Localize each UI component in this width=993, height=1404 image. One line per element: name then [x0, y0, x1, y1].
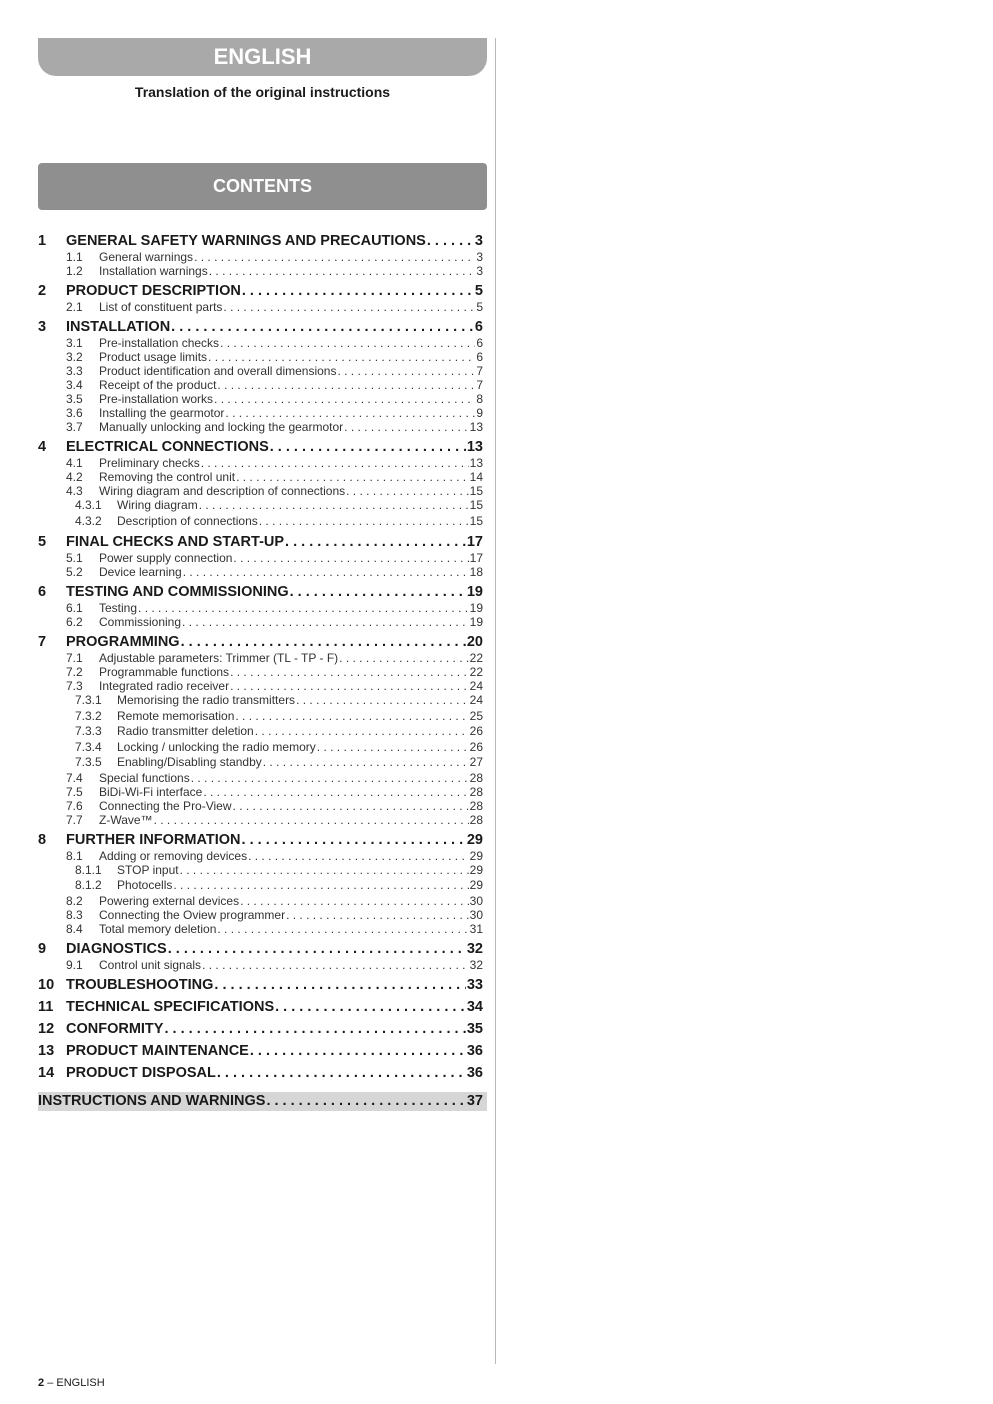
- toc-subsection[interactable]: [38, 392, 483, 406]
- toc-entry-title: Power supply connection: [99, 551, 233, 565]
- toc-entry-title: General warnings: [99, 250, 194, 264]
- footer-page-number: 2: [38, 1377, 45, 1389]
- toc-leader-dots: [235, 709, 468, 725]
- toc-leader-dots: [194, 250, 475, 264]
- toc-entry-title: Photocells: [117, 878, 173, 892]
- toc-entry-title: INSTALLATION: [66, 319, 171, 335]
- toc-section[interactable]: [38, 941, 483, 958]
- toc-subsection[interactable]: [38, 551, 483, 565]
- table-of-contents: [38, 233, 483, 1111]
- toc-entry-title: TESTING AND COMMISSIONING: [66, 584, 289, 600]
- toc-section[interactable]: [38, 439, 483, 456]
- toc-entry-title: PRODUCT DESCRIPTION: [66, 283, 241, 299]
- toc-entry-number: 11: [38, 998, 54, 1015]
- toc-page-number: 15: [469, 513, 483, 528]
- toc-page-number: 30: [469, 893, 483, 908]
- toc-entry-title: Adjustable parameters: Trimmer (TL - TP - F): [99, 651, 339, 665]
- toc-page-number: 13: [469, 420, 483, 434]
- toc-page-number: 26: [469, 739, 483, 754]
- toc-subsection[interactable]: [38, 615, 483, 629]
- toc-page-number: 25: [469, 708, 483, 723]
- toc-page-number: 8: [476, 392, 483, 406]
- toc-entry-number: 8: [38, 831, 47, 848]
- column-divider: [495, 38, 496, 1364]
- toc-page-number: 32: [466, 940, 483, 957]
- toc-leader-dots: [220, 336, 475, 350]
- toc-entry-title: Radio transmitter deletion: [117, 724, 254, 738]
- toc-entry-number: 9.1: [66, 957, 83, 972]
- toc-subsection[interactable]: [38, 785, 483, 799]
- toc-entry-title: GENERAL SAFETY WARNINGS AND PRECAUTIONS: [66, 233, 426, 249]
- toc-entry-title: Wiring diagram: [117, 498, 198, 512]
- toc-entry-title: TECHNICAL SPECIFICATIONS: [66, 998, 275, 1015]
- toc-entry-title: Commissioning: [99, 615, 182, 629]
- toc-entry-number: 7: [38, 634, 47, 650]
- toc-leader-dots: [344, 420, 468, 434]
- toc-entry-title: TROUBLESHOOTING: [66, 976, 214, 993]
- toc-leader-dots: [242, 832, 466, 849]
- toc-entry-title: Integrated radio receiver: [99, 679, 230, 693]
- toc-page-number: 32: [469, 957, 483, 972]
- toc-entry-title: FINAL CHECKS AND START-UP: [66, 534, 285, 550]
- toc-leader-dots: [233, 799, 469, 813]
- toc-leader-dots: [427, 233, 474, 250]
- toc-entry-number: 7.3.1: [75, 693, 102, 707]
- toc-page-number: 5: [476, 300, 483, 314]
- page-column: [38, 38, 487, 1109]
- language-banner: ENGLISH: [38, 38, 487, 76]
- toc-entry-number: 7.1: [66, 651, 83, 665]
- toc-page-number: 15: [469, 484, 483, 498]
- toc-entry-number: 7.4: [66, 770, 83, 785]
- toc-leader-dots: [214, 977, 465, 994]
- toc-page-number: 6: [474, 319, 483, 335]
- toc-leader-dots: [290, 584, 466, 601]
- toc-subsection[interactable]: [38, 300, 483, 314]
- toc-page-number: 37: [466, 1092, 483, 1109]
- toc-subsection[interactable]: [38, 484, 483, 498]
- toc-section[interactable]: [38, 584, 483, 601]
- toc-section[interactable]: [38, 1043, 483, 1060]
- toc-entry-number: 8.1.1: [75, 862, 102, 877]
- toc-entry-number: 4.1: [66, 456, 83, 470]
- toc-subsection[interactable]: [38, 350, 483, 364]
- toc-page-number: 18: [469, 565, 483, 579]
- toc-subsection[interactable]: [38, 420, 483, 434]
- toc-page-number: 27: [469, 755, 483, 769]
- toc-entry-title: Manually unlocking and locking the gearmotor: [99, 420, 344, 434]
- toc-leader-dots: [263, 755, 469, 771]
- toc-entry-title: Wiring diagram and description of connections: [99, 484, 346, 498]
- toc-leader-dots: [208, 350, 475, 364]
- toc-leader-dots: [242, 283, 474, 300]
- toc-entry-title: Enabling/Disabling standby: [117, 755, 262, 769]
- toc-entry-title: Remote memorisation: [117, 708, 235, 723]
- toc-subsubsection[interactable]: [38, 709, 483, 725]
- toc-entry-number: 7.3.4: [75, 739, 102, 754]
- toc-page-number: 33: [466, 976, 483, 993]
- toc-page-number: 7: [476, 364, 483, 378]
- toc-page-number: 19: [466, 584, 483, 600]
- toc-entry-title: Installation warnings: [99, 264, 208, 278]
- toc-entry-title: BiDi-Wi-Fi interface: [99, 784, 203, 799]
- toc-entry-title: Connecting the Pro-View: [99, 798, 232, 813]
- toc-page-number: 7: [476, 378, 483, 392]
- toc-subsection[interactable]: [38, 456, 483, 470]
- toc-entry-number: 8.3: [66, 907, 83, 922]
- toc-page-number: 28: [469, 770, 483, 785]
- toc-page-number: 19: [469, 615, 483, 629]
- toc-leader-dots: [230, 679, 469, 693]
- toc-leader-dots: [259, 514, 469, 530]
- toc-subsection[interactable]: [38, 908, 483, 922]
- toc-page-number: 20: [466, 634, 483, 650]
- toc-entry-title: Installing the gearmotor: [99, 406, 225, 420]
- toc-subsubsection[interactable]: [38, 693, 483, 709]
- toc-entry-title: Preliminary checks: [99, 456, 200, 470]
- toc-leader-dots: [202, 958, 469, 972]
- toc-entry-number: 3.3: [66, 364, 83, 378]
- toc-entry-number: 6: [38, 584, 47, 600]
- toc-page-number: 3: [476, 250, 483, 264]
- toc-entry-title: Removing the control unit: [99, 470, 236, 484]
- toc-entry-title: PROGRAMMING: [66, 634, 180, 650]
- toc-entry-title: Device learning: [99, 565, 182, 579]
- toc-subsection[interactable]: [38, 406, 483, 420]
- toc-entry-title: CONFORMITY: [66, 1020, 164, 1037]
- toc-page-number: 5: [474, 283, 483, 299]
- toc-page-number: 14: [469, 470, 483, 484]
- toc-subsection[interactable]: [38, 601, 483, 615]
- toc-page-number: 6: [476, 336, 483, 350]
- toc-leader-dots: [191, 771, 469, 785]
- toc-entry-number: 8.1: [66, 848, 83, 863]
- toc-entry-number: 7.3.2: [75, 708, 102, 723]
- toc-entry-number: 1: [38, 233, 47, 249]
- toc-leader-dots: [337, 364, 475, 378]
- toc-leader-dots: [317, 740, 469, 756]
- toc-entry-title: List of constituent parts: [99, 300, 223, 314]
- document-subtitle: Translation of the original instructions: [134, 84, 391, 100]
- toc-entry-number: 4: [38, 439, 47, 455]
- toc-entry-number: 2: [38, 283, 47, 299]
- toc-entry-title: ELECTRICAL CONNECTIONS: [66, 439, 269, 455]
- toc-entry-number: 7.3.3: [75, 724, 102, 738]
- toc-entry-number: 1.1: [66, 250, 83, 264]
- toc-subsection[interactable]: [38, 565, 483, 579]
- toc-subsection[interactable]: [38, 665, 483, 679]
- toc-subsubsection[interactable]: [38, 724, 483, 740]
- toc-entry-title: DIAGNOSTICS: [66, 940, 167, 957]
- toc-entry-number: 4.3.1: [75, 498, 102, 512]
- toc-leader-dots: [248, 849, 469, 863]
- toc-entry-number: 8.2: [66, 893, 83, 908]
- toc-entry-number: 5: [38, 534, 47, 550]
- toc-leader-dots: [173, 878, 468, 894]
- toc-subsection[interactable]: [38, 849, 483, 863]
- toc-entry-number: 8.4: [66, 921, 83, 936]
- toc-page-number: 9: [476, 406, 483, 420]
- toc-entry-number: 4.2: [66, 470, 83, 484]
- toc-page-number: 22: [469, 651, 483, 665]
- toc-page-number: 35: [466, 1020, 483, 1037]
- toc-leader-dots: [225, 406, 475, 420]
- toc-entry-number: 4.3: [66, 484, 83, 498]
- toc-leader-dots: [209, 264, 476, 278]
- toc-subsection[interactable]: [38, 679, 483, 693]
- toc-entry-number: 7.2: [66, 665, 83, 679]
- toc-leader-dots: [171, 319, 474, 336]
- toc-section[interactable]: [38, 233, 483, 250]
- toc-leader-dots: [255, 724, 469, 740]
- toc-section[interactable]: [38, 1065, 483, 1082]
- toc-section[interactable]: [38, 832, 483, 849]
- toc-entry-number: 3.7: [66, 420, 83, 434]
- toc-section[interactable]: [38, 999, 483, 1016]
- toc-page-number: 24: [469, 693, 483, 707]
- toc-section[interactable]: [38, 283, 483, 300]
- toc-leader-dots: [182, 615, 469, 629]
- toc-leader-dots: [181, 634, 466, 651]
- toc-leader-dots: [230, 665, 469, 679]
- toc-page-number: 13: [466, 439, 483, 455]
- toc-page-number: 31: [469, 921, 483, 936]
- toc-entry-number: 14: [38, 1064, 55, 1081]
- toc-entry-title: Locking / unlocking the radio memory: [117, 739, 316, 754]
- toc-entry-number: 6.2: [66, 615, 83, 629]
- toc-subsection[interactable]: [38, 813, 483, 827]
- toc-leader-dots: [217, 922, 468, 936]
- toc-entry-title: PRODUCT DISPOSAL: [66, 1064, 216, 1081]
- toc-leader-dots: [138, 601, 469, 615]
- toc-leader-dots: [203, 785, 468, 799]
- toc-entry-title: INSTRUCTIONS AND WARNINGS: [38, 1092, 266, 1109]
- toc-page-number: 13: [469, 456, 483, 470]
- toc-page-number: 28: [469, 812, 483, 827]
- toc-subsubsection[interactable]: [38, 740, 483, 756]
- toc-subsection[interactable]: [38, 651, 483, 665]
- toc-page-number: 28: [469, 784, 483, 799]
- toc-leader-dots: [180, 863, 469, 879]
- toc-leader-dots: [285, 534, 466, 551]
- toc-subsection[interactable]: [38, 958, 483, 972]
- toc-section[interactable]: [38, 534, 483, 551]
- toc-entry-number: 6.1: [66, 601, 83, 615]
- page-footer: [38, 1377, 105, 1389]
- toc-leader-dots: [183, 565, 469, 579]
- toc-entry-title: Product usage limits: [99, 350, 208, 364]
- toc-entry-title: Adding or removing devices: [99, 848, 248, 863]
- toc-entry-title: FURTHER INFORMATION: [66, 831, 241, 848]
- toc-entry-number: 3.4: [66, 378, 83, 392]
- toc-entry-number: 5.2: [66, 565, 83, 579]
- toc-subsection[interactable]: [38, 771, 483, 785]
- toc-entry-number: 10: [38, 976, 55, 993]
- toc-leader-dots: [266, 1092, 465, 1111]
- toc-page-number: 29: [469, 878, 483, 892]
- toc-leader-dots: [346, 484, 469, 498]
- toc-leader-dots: [164, 1021, 465, 1038]
- toc-leader-dots: [240, 894, 469, 908]
- toc-entry-number: 12: [38, 1020, 55, 1037]
- toc-entry-number: 7.7: [66, 812, 83, 827]
- toc-entry-title: Testing: [99, 601, 138, 615]
- toc-subsubsection[interactable]: [38, 863, 483, 879]
- toc-subsubsection[interactable]: [38, 755, 483, 771]
- toc-page-number: 28: [469, 798, 483, 813]
- toc-entry-title: Connecting the Oview programmer: [99, 907, 286, 922]
- toc-entry-number: 3: [38, 319, 47, 335]
- toc-entry-number: 3.6: [66, 406, 83, 420]
- toc-leader-dots: [223, 300, 475, 314]
- toc-entry-number: 9: [38, 940, 47, 957]
- toc-entry-title: Powering external devices: [99, 893, 240, 908]
- toc-subsection[interactable]: [38, 378, 483, 392]
- toc-leader-dots: [250, 1043, 466, 1060]
- toc-page-number: 29: [469, 848, 483, 863]
- toc-leader-dots: [217, 378, 475, 392]
- toc-page-number: 34: [466, 998, 483, 1015]
- toc-page-number: 17: [469, 551, 483, 565]
- toc-entry-title: Control unit signals: [99, 957, 202, 972]
- toc-entry-title: Receipt of the product: [99, 378, 217, 392]
- toc-subsection[interactable]: [38, 470, 483, 484]
- toc-leader-dots: [154, 813, 469, 827]
- toc-entry-number: 3.2: [66, 350, 83, 364]
- toc-page-number: 29: [469, 862, 483, 877]
- toc-entry-title: STOP input: [117, 862, 179, 877]
- toc-entry-title: Description of connections: [117, 513, 258, 528]
- toc-leader-dots: [233, 551, 468, 565]
- toc-page-number: 15: [469, 498, 483, 512]
- toc-page-number: 24: [469, 679, 483, 693]
- toc-section[interactable]: [38, 634, 483, 651]
- toc-entry-title: Programmable functions: [99, 665, 230, 679]
- toc-entry-number: 8.1.2: [75, 878, 102, 892]
- toc-subsection[interactable]: [38, 922, 483, 936]
- toc-subsection[interactable]: [38, 799, 483, 813]
- toc-entry-title: Product identification and overall dimensions: [99, 364, 337, 378]
- toc-leader-dots: [199, 498, 469, 514]
- toc-final-entry[interactable]: [38, 1092, 487, 1111]
- toc-subsection[interactable]: [38, 364, 483, 378]
- toc-entry-title: Memorising the radio transmitters: [117, 693, 296, 707]
- toc-entry-title: PRODUCT MAINTENANCE: [66, 1042, 249, 1059]
- toc-entry-title: Z-Wave™: [99, 812, 153, 827]
- toc-leader-dots: [214, 392, 475, 406]
- toc-page-number: 36: [466, 1042, 483, 1059]
- toc-entry-number: 13: [38, 1042, 55, 1059]
- toc-subsection[interactable]: [38, 264, 483, 278]
- toc-entry-number: 3.1: [66, 336, 83, 350]
- toc-leader-dots: [201, 456, 469, 470]
- toc-page-number: 29: [466, 831, 483, 848]
- toc-leader-dots: [168, 941, 466, 958]
- toc-entry-number: 7.3.5: [75, 755, 102, 769]
- toc-leader-dots: [339, 651, 468, 665]
- toc-entry-number: 7.6: [66, 798, 83, 813]
- toc-page-number: 6: [476, 350, 483, 364]
- toc-section[interactable]: [38, 1021, 483, 1038]
- toc-page-number: 3: [474, 233, 483, 249]
- toc-page-number: 19: [469, 601, 483, 615]
- toc-subsection[interactable]: [38, 250, 483, 264]
- toc-entry-number: 4.3.2: [75, 513, 102, 528]
- toc-entry-number: 3.5: [66, 392, 83, 406]
- toc-entry-title: Pre-installation checks: [99, 336, 220, 350]
- toc-entry-number: 5.1: [66, 551, 83, 565]
- toc-subsection[interactable]: [38, 336, 483, 350]
- toc-leader-dots: [217, 1065, 466, 1082]
- contents-heading: CONTENTS: [38, 163, 487, 210]
- toc-section[interactable]: [38, 977, 483, 994]
- toc-page-number: 30: [469, 907, 483, 922]
- toc-page-number: 3: [476, 264, 483, 278]
- toc-page-number: 22: [469, 665, 483, 679]
- toc-section[interactable]: [38, 319, 483, 336]
- toc-entry-number: 7.5: [66, 784, 83, 799]
- toc-subsection[interactable]: [38, 894, 483, 908]
- toc-entry-title: Special functions: [99, 770, 190, 785]
- toc-leader-dots: [236, 470, 469, 484]
- toc-subsubsection[interactable]: [38, 514, 483, 530]
- toc-entry-title: Total memory deletion: [99, 921, 217, 936]
- toc-page-number: 26: [469, 724, 483, 738]
- toc-entry-title: Pre-installation works: [99, 392, 214, 406]
- toc-entry-number: 1.2: [66, 264, 83, 278]
- toc-page-number: 36: [466, 1064, 483, 1081]
- toc-leader-dots: [270, 439, 466, 456]
- toc-entry-number: 7.3: [66, 679, 83, 693]
- footer-separator: –: [47, 1377, 54, 1389]
- toc-subsubsection[interactable]: [38, 498, 483, 514]
- toc-page-number: 17: [466, 534, 483, 550]
- toc-leader-dots: [275, 999, 466, 1016]
- toc-subsubsection[interactable]: [38, 878, 483, 894]
- toc-leader-dots: [296, 693, 469, 709]
- toc-leader-dots: [286, 908, 469, 922]
- toc-entry-number: 2.1: [66, 300, 83, 314]
- footer-language: ENGLISH: [56, 1377, 105, 1389]
